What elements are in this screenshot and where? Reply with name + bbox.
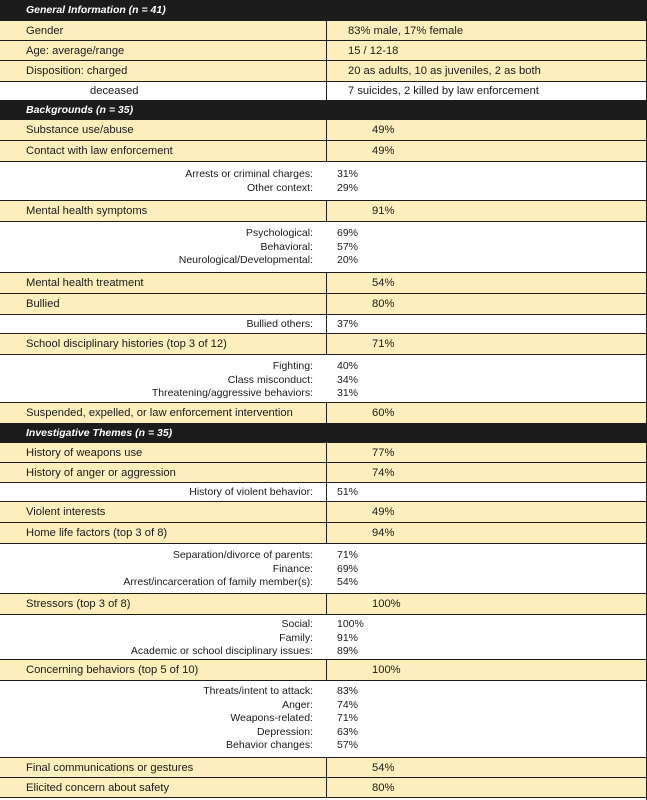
table-row-mh-treatment — [0, 272, 647, 293]
row-value: 94% — [372, 527, 395, 539]
table-subrows-law — [0, 161, 647, 200]
table-row-deceased — [0, 81, 647, 100]
table-row-elicited — [0, 777, 647, 798]
sub-value: 71% — [337, 549, 359, 561]
row-label: Stressors (top 3 of 8) — [26, 598, 131, 610]
section-title: Investigative Themes (n = 35) — [26, 426, 173, 439]
sub-value: 54% — [337, 576, 359, 589]
row-label: Violent interests — [26, 506, 106, 518]
section-header-backgrounds — [0, 100, 647, 119]
row-value: 71% — [372, 338, 395, 350]
sub-label: Other context: — [247, 181, 313, 194]
sub-value: 100% — [337, 618, 364, 630]
table-subrows-discipline — [0, 354, 647, 402]
table-row-violent-behavior — [0, 482, 647, 501]
section-title: Backgrounds (n = 35) — [26, 103, 134, 116]
table-subrows-home — [0, 543, 647, 593]
table-row-mh-symptoms — [0, 200, 647, 221]
table-row-violent-interests — [0, 501, 647, 522]
row-label: History of anger or aggression — [26, 466, 176, 479]
sub-value: 40% — [337, 360, 359, 372]
section-header-general — [0, 0, 647, 20]
sub-label: Class misconduct: — [227, 373, 313, 386]
sub-value: 31% — [337, 168, 359, 180]
table-row-substance — [0, 119, 647, 140]
sub-value: 69% — [337, 227, 359, 239]
sub-value: 71% — [337, 712, 359, 725]
table-row-age — [0, 40, 647, 60]
row-value: 49% — [372, 124, 395, 136]
sub-value: 37% — [337, 318, 359, 330]
sub-label: Behavioral: — [260, 240, 313, 253]
table-row-gender — [0, 20, 647, 40]
row-label: Final communications or gestures — [26, 761, 194, 774]
row-label: Home life factors (top 3 of 8) — [26, 527, 168, 539]
row-label: Contact with law enforcement — [26, 145, 173, 157]
sub-label: Depression: — [256, 725, 313, 738]
table-row-suspended — [0, 402, 647, 423]
row-value: 54% — [372, 761, 395, 774]
table-row-stressors — [0, 593, 647, 614]
row-value: 15 / 12-18 — [348, 44, 399, 57]
sub-value: 63% — [337, 725, 359, 738]
row-label: School disciplinary histories (top 3 of 12) — [26, 338, 227, 350]
sub-value: 57% — [337, 240, 359, 253]
row-value: 60% — [372, 407, 395, 419]
sub-value: 83% — [337, 685, 359, 697]
row-label: Suspended, expelled, or law enforcement intervention — [26, 407, 293, 419]
sub-label: Neurological/Developmental: — [178, 254, 313, 267]
row-label: Elicited concern about safety — [26, 781, 170, 794]
row-label: Bullied — [26, 298, 60, 310]
row-label: Concerning behaviors (top 5 of 10) — [26, 664, 199, 676]
sub-label: History of violent behavior: — [189, 486, 313, 498]
table-row-discipline — [0, 333, 647, 354]
table-subrows-concerning — [0, 680, 647, 757]
table-row-bullied-others — [0, 314, 647, 333]
row-value: 49% — [372, 145, 395, 157]
sub-label: Threatening/aggressive behaviors: — [151, 387, 313, 400]
sub-value: 74% — [337, 698, 359, 711]
row-label: deceased — [90, 85, 139, 97]
table-row-bullied — [0, 293, 647, 314]
table-row-law-enforcement — [0, 140, 647, 161]
sub-label: Arrests or criminal charges: — [185, 168, 313, 180]
row-label: Age: average/range — [26, 44, 125, 57]
row-label: Substance use/abuse — [26, 124, 134, 136]
sub-label: Finance: — [272, 562, 313, 575]
sub-label: Anger: — [282, 698, 313, 711]
row-value: 49% — [372, 506, 395, 518]
sub-label: Behavior changes: — [226, 739, 313, 752]
row-value: 91% — [372, 205, 395, 217]
sub-value: 51% — [337, 486, 359, 498]
row-value: 80% — [372, 781, 395, 794]
row-value: 7 suicides, 2 killed by law enforcement — [348, 85, 539, 97]
row-label: Gender — [26, 24, 64, 37]
table-subrows-stressors — [0, 614, 647, 659]
row-value: 54% — [372, 277, 395, 289]
section-title: General Information (n = 41) — [26, 4, 166, 16]
sub-label: Academic or school disciplinary issues: — [130, 645, 313, 658]
sub-value: 91% — [337, 631, 359, 644]
sub-label: Separation/divorce of parents: — [172, 549, 313, 561]
sub-value: 20% — [337, 254, 359, 267]
row-label: Mental health symptoms — [26, 205, 148, 217]
row-label: Disposition: charged — [26, 65, 128, 77]
section-header-investigative — [0, 423, 647, 442]
sub-value: 57% — [337, 739, 359, 752]
table-row-home-life — [0, 522, 647, 543]
row-value: 83% male, 17% female — [348, 24, 464, 37]
sub-value: 29% — [337, 181, 359, 194]
table-row-concerning — [0, 659, 647, 680]
row-label: Mental health treatment — [26, 277, 144, 289]
table-row-disposition — [0, 60, 647, 81]
table-subrows-mh — [0, 221, 647, 272]
row-value: 74% — [372, 466, 395, 479]
row-label: History of weapons use — [26, 446, 143, 459]
sub-value: 34% — [337, 373, 359, 386]
table-row-weapons — [0, 442, 647, 462]
sub-label: Family: — [279, 631, 313, 644]
row-value: 20 as adults, 10 as juveniles, 2 as both — [348, 65, 541, 77]
sub-label: Fighting: — [272, 360, 313, 372]
sub-value: 69% — [337, 562, 359, 575]
sub-label: Social: — [281, 618, 313, 630]
row-value: 100% — [372, 598, 401, 610]
sub-label: Weapons-related: — [230, 712, 313, 725]
row-value: 100% — [372, 664, 401, 676]
sub-value: 89% — [337, 645, 359, 658]
row-value: 80% — [372, 298, 395, 310]
sub-label: Threats/intent to attack: — [203, 685, 313, 697]
sub-value: 31% — [337, 387, 359, 400]
row-value: 77% — [372, 446, 395, 459]
sub-label: Psychological: — [245, 227, 313, 239]
table-row-final-comm — [0, 757, 647, 777]
sub-label: Arrest/incarceration of family member(s): — [123, 576, 313, 589]
sub-label: Bullied others: — [246, 318, 313, 330]
table-row-anger — [0, 462, 647, 482]
